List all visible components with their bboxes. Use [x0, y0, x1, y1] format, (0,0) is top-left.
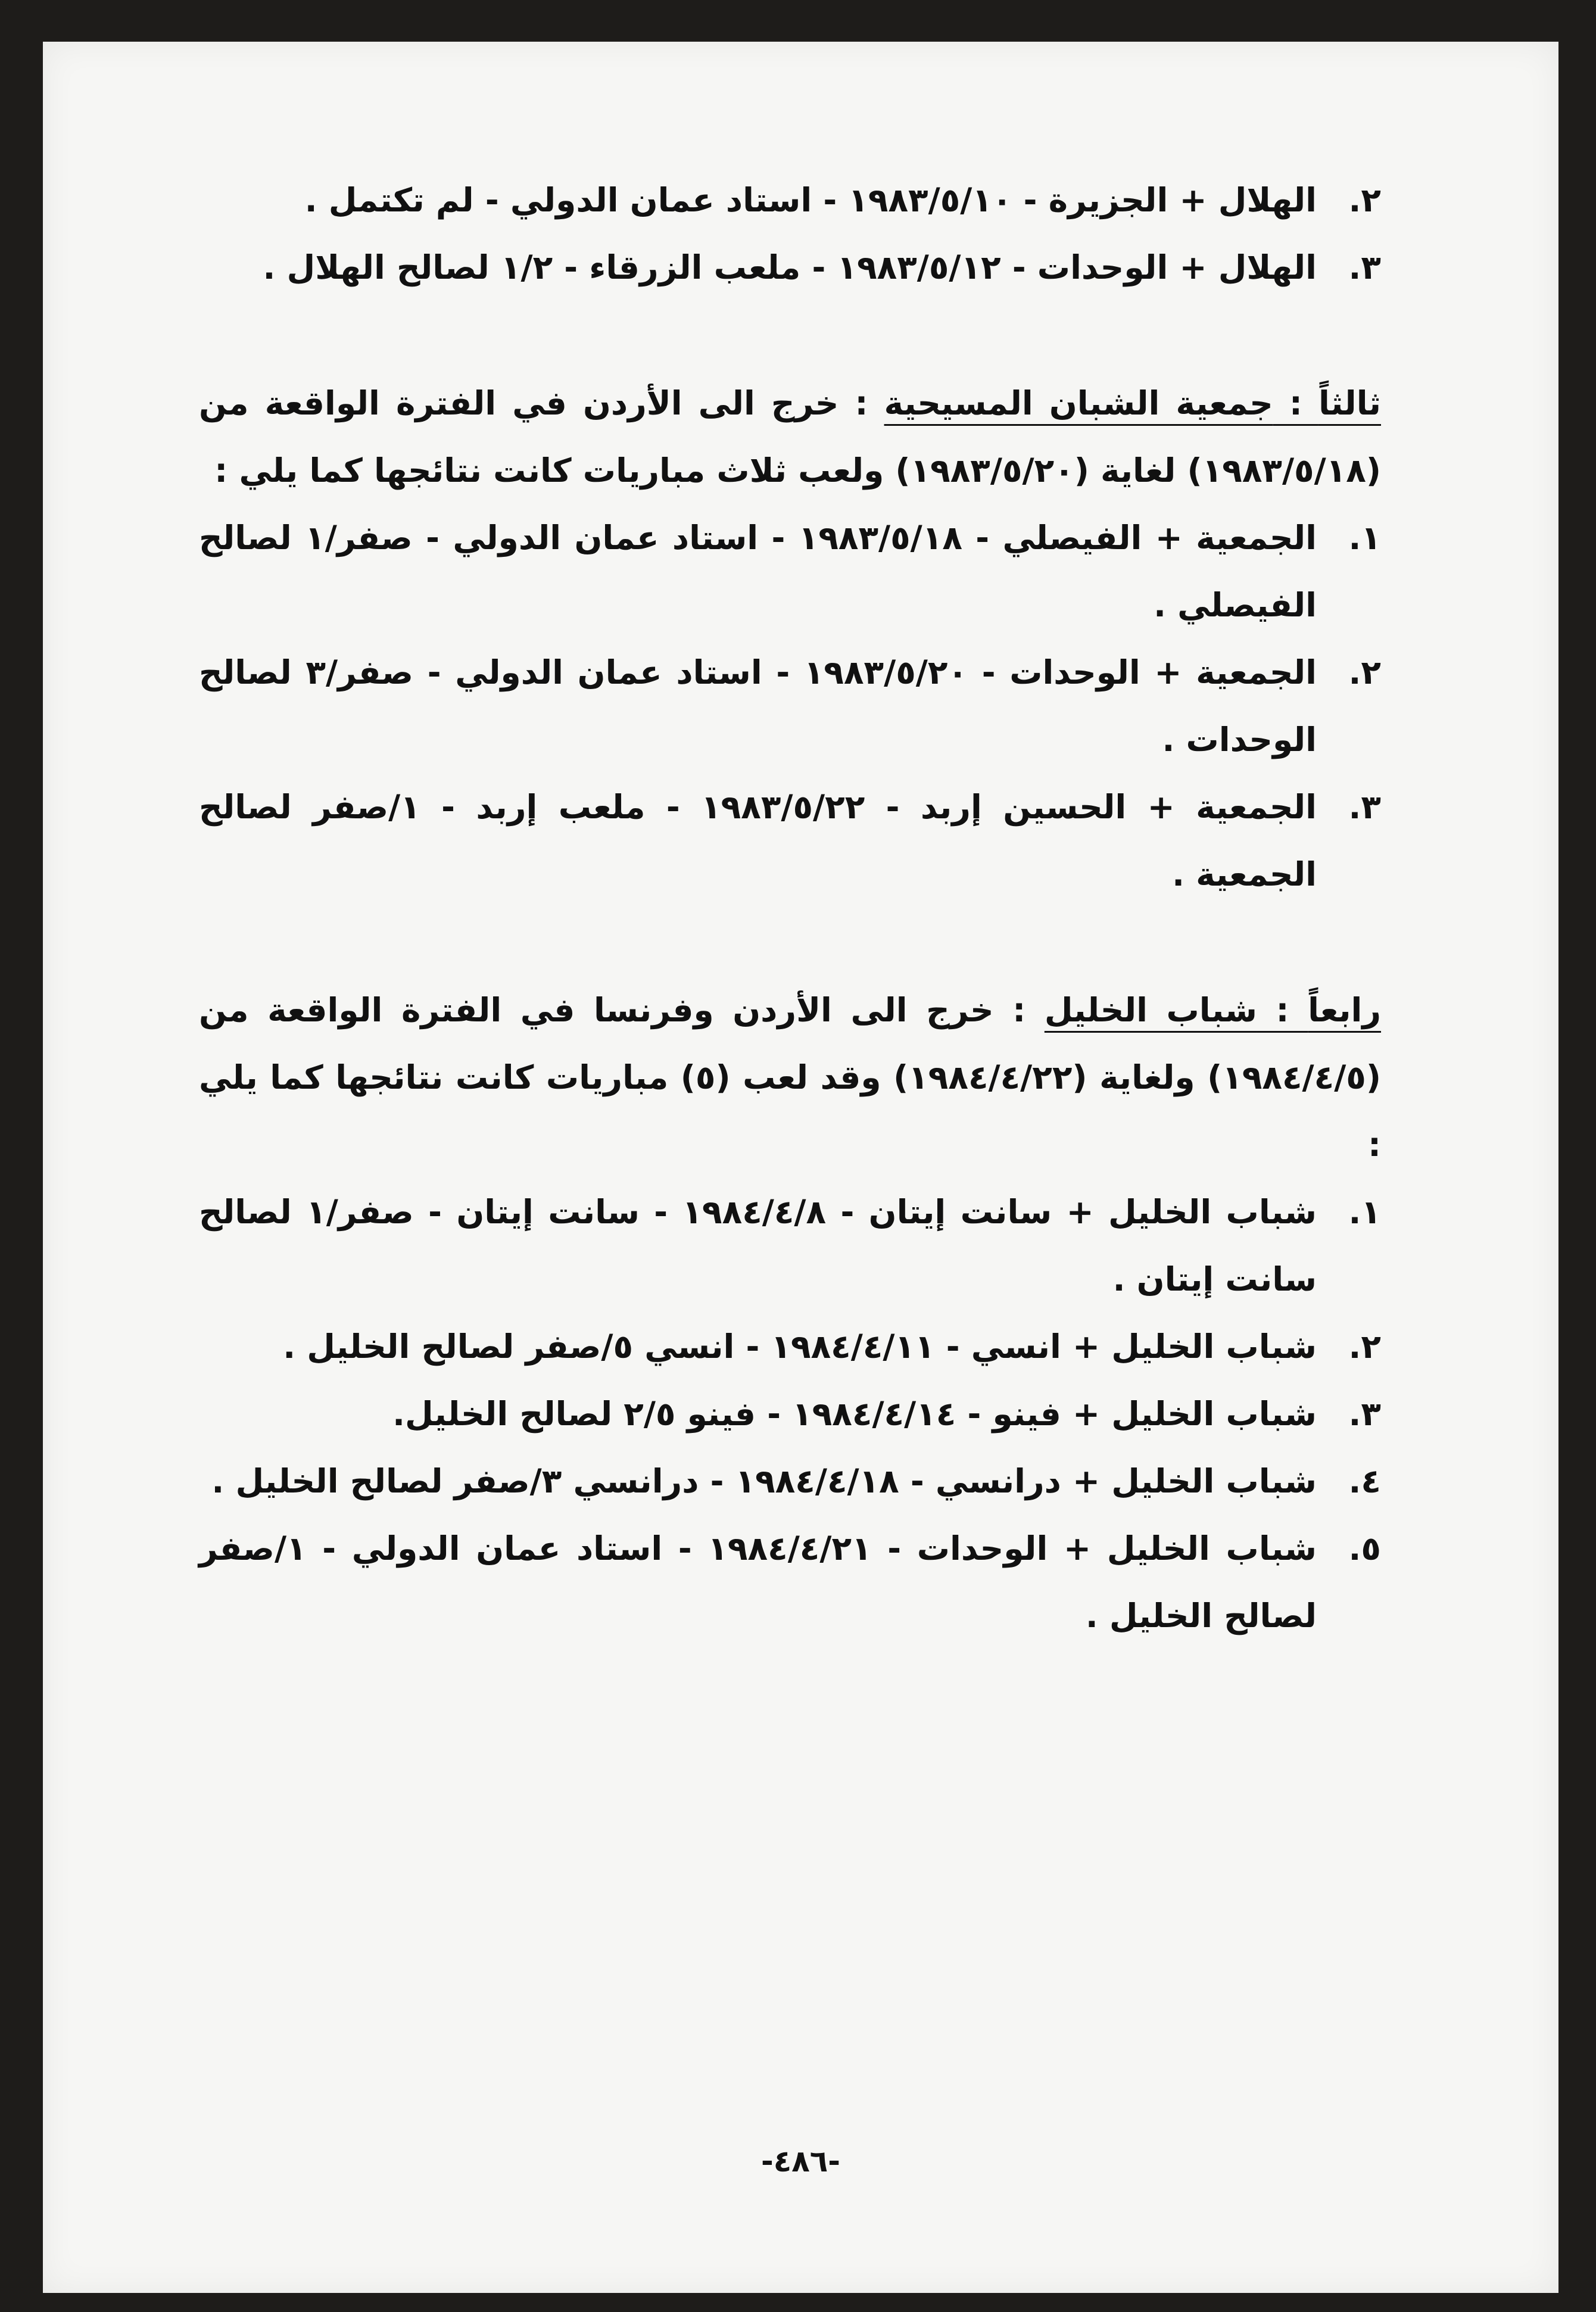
item-number: ٥. [1348, 1529, 1381, 1568]
list-item [199, 234, 1381, 301]
item-number: ٢. [1348, 181, 1381, 219]
item-number: ٢. [1348, 1328, 1381, 1366]
section-heading: ثالثاً : جمعية الشبان المسيحية [884, 384, 1381, 422]
item-number: ٢. [1348, 653, 1381, 691]
item-number: ١. [1348, 519, 1381, 557]
item-text: الهلال + الجزيرة - ١٩٨٣/٥/١٠ - استاد عمان الدولي - لم تكتمل . [304, 181, 1317, 219]
item-number: ٣. [1348, 248, 1381, 286]
item-text: شباب الخليل + فينو - ١٩٨٤/٤/١٤ - فينو ٢/٥ لصالح الخليل. [392, 1395, 1317, 1433]
item-text: شباب الخليل + سانت إيتان - ١٩٨٤/٤/٨ - سانت إيتان - صفر/١ لصالح سانت إيتان . [199, 1193, 1317, 1298]
section-intro: : خرج الى الأردن وفرنسا في الفترة الواقعة من (١٩٨٤/٤/٥) ولغاية (١٩٨٤/٤/٢٢) وقد لعب (٥) مباريات كانت نتائجها كما يلي : [199, 991, 1381, 1164]
item-number: ٤. [1348, 1462, 1381, 1500]
item-text: الجمعية + الوحدات - ١٩٨٣/٥/٢٠ - استاد عمان الدولي - صفر/٣ لصالح الوحدات . [199, 653, 1317, 759]
list-item [199, 1515, 1381, 1650]
section-paragraph-fourth [199, 977, 1381, 1179]
item-text: الهلال + الوحدات - ١٩٨٣/٥/١٢ - ملعب الزرقاء - ١/٢ لصالح الهلال . [263, 248, 1317, 286]
item-text: الجمعية + الحسين إربد - ١٩٨٣/٥/٢٢ - ملعب إربد - ١/صفر لصالح الجمعية . [199, 788, 1317, 893]
list-item [199, 167, 1381, 234]
section-intro: : خرج الى الأردن في الفترة الواقعة من (١٩٨٣/٥/١٨) لغاية (١٩٨٣/٥/٢٠) ولعب ثلاث مباريات كانت نتائجها كما يلي : [199, 384, 1381, 490]
item-number: ١. [1348, 1193, 1381, 1231]
item-number: ٣. [1348, 1395, 1381, 1433]
item-text: شباب الخليل + درانسي - ١٩٨٤/٤/١٨ - درانسي ٣/صفر لصالح الخليل . [211, 1462, 1317, 1500]
list-item [199, 1448, 1381, 1515]
item-text: شباب الخليل + الوحدات - ١٩٨٤/٤/٢١ - استاد عمان الدولي - ١/صفر لصالح الخليل . [199, 1529, 1317, 1635]
item-number: ٣. [1348, 788, 1381, 826]
section-heading: رابعاً : شباب الخليل [1044, 991, 1382, 1029]
list-item [199, 1179, 1381, 1313]
item-text: شباب الخليل + انسي - ١٩٨٤/٤/١١ - انسي ٥/صفر لصالح الخليل . [283, 1328, 1317, 1366]
document-body [199, 167, 1381, 1650]
page-number: -٤٨٦- [760, 2144, 841, 2179]
list-item [199, 639, 1381, 774]
list-item [199, 1381, 1381, 1448]
document-page [43, 42, 1558, 2293]
section-paragraph-third [199, 370, 1381, 504]
item-text: الجمعية + الفيصلي - ١٩٨٣/٥/١٨ - استاد عمان الدولي - صفر/١ لصالح الفيصلي . [199, 519, 1317, 624]
list-item [199, 1313, 1381, 1381]
list-item [199, 774, 1381, 908]
list-item [199, 504, 1381, 639]
